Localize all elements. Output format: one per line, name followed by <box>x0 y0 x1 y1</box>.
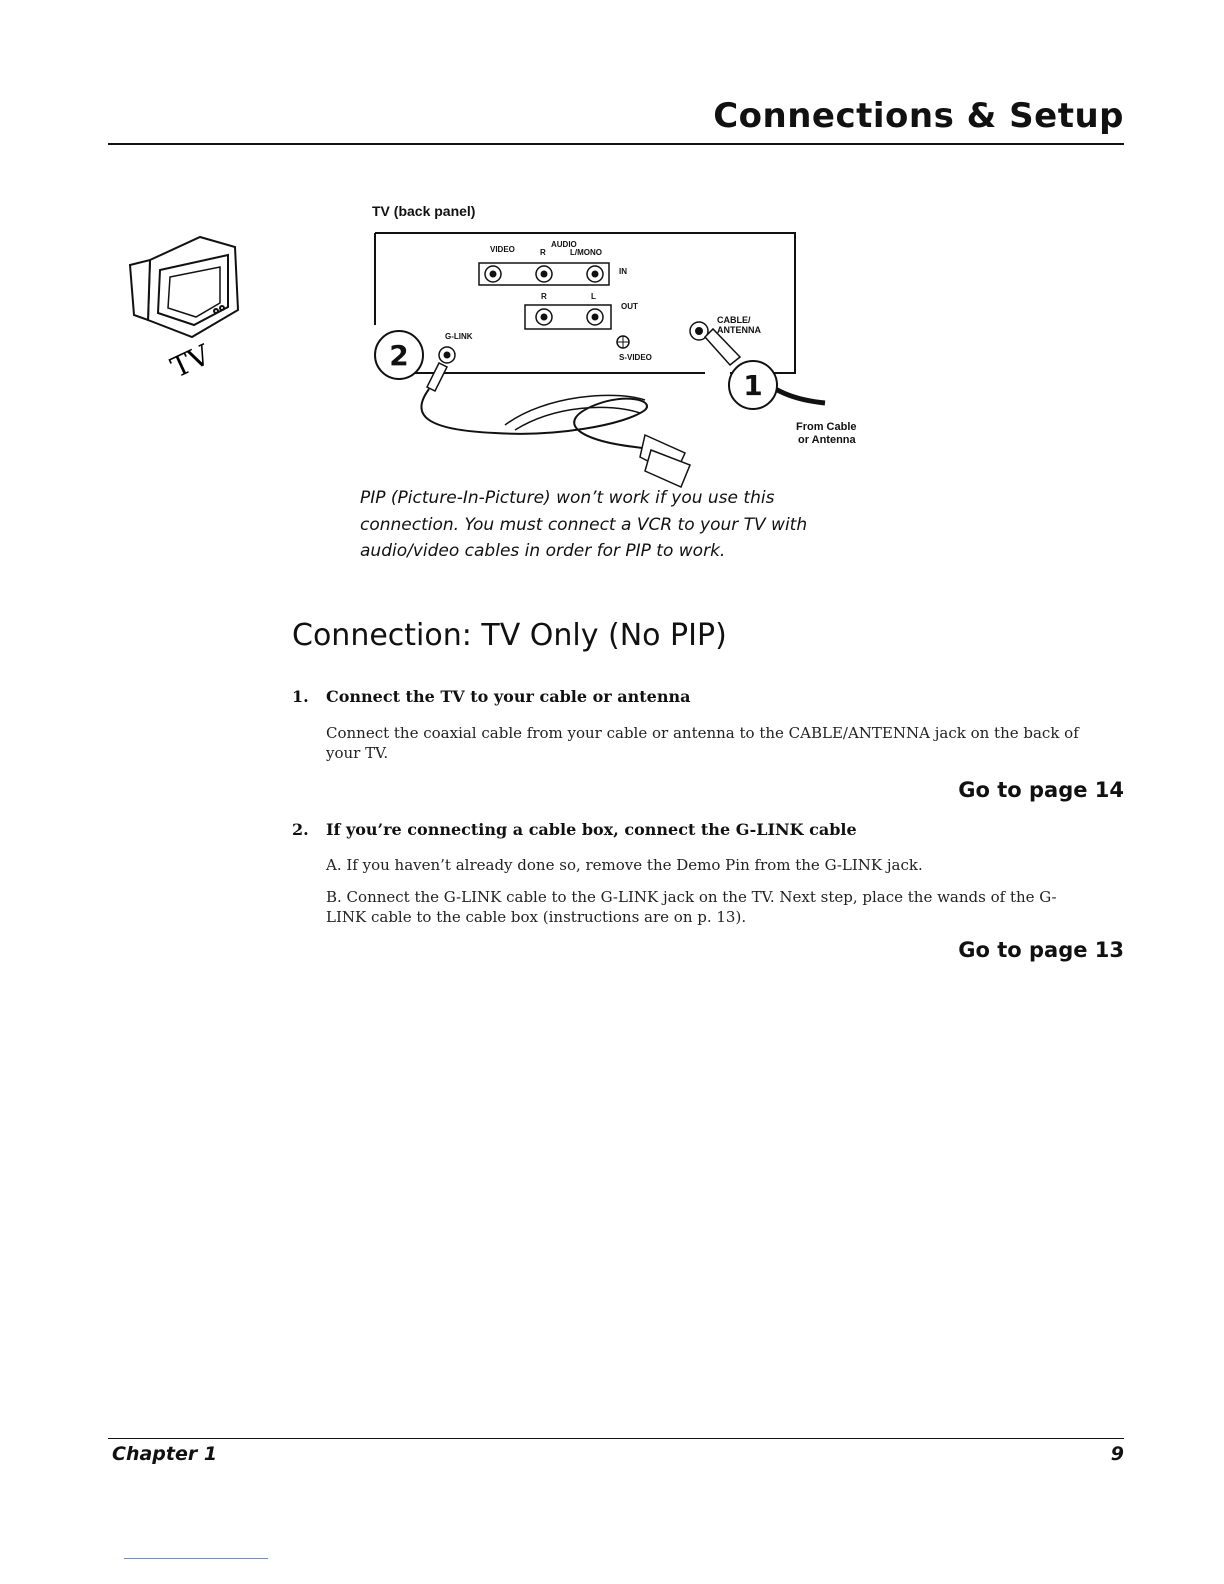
label-video: VIDEO <box>490 245 515 254</box>
pip-note: PIP (Picture-In-Picture) won’t work if you use this connection. You must connect a VCR to your TV with audio/video cables in order for PIP to work. <box>360 488 808 562</box>
header-divider <box>108 143 1124 145</box>
label-audio: AUDIO <box>551 240 577 249</box>
label-l-out: L <box>591 292 596 301</box>
jack-audio-l-out <box>587 309 603 325</box>
section-title: Connection: TV Only (No PIP) <box>292 618 727 653</box>
label-or-antenna: or Antenna <box>798 434 856 446</box>
jack-audio-r-out <box>536 309 552 325</box>
footer-chapter: Chapter 1 <box>112 1443 218 1465</box>
step-2-goto: Go to page 13 <box>958 938 1124 962</box>
callout-1-label: 1 <box>743 369 763 402</box>
step-1-heading: Connect the TV to your cable or antenna <box>326 687 691 706</box>
step-2-item-a: A. If you haven’t already done so, remove the Demo Pin from the G-LINK jack. <box>326 856 923 874</box>
jack-audio-l-in <box>587 266 603 282</box>
tv-icon-label: TV <box>165 338 215 385</box>
bottom-edge-mark <box>124 1558 268 1559</box>
label-r: R <box>540 248 546 257</box>
callout-2-label: 2 <box>389 339 409 372</box>
jack-g-link <box>439 347 455 363</box>
page-header-title: Connections & Setup <box>713 96 1124 136</box>
jack-audio-r-in <box>536 266 552 282</box>
label-s-video: S-VIDEO <box>619 353 652 362</box>
label-in: IN <box>619 267 627 276</box>
label-l-mono: L/MONO <box>570 248 602 257</box>
jack-video-in <box>485 266 501 282</box>
step-1-body: Connect the coaxial cable from your cable or antenna to the CABLE/ANTENNA jack on the back of your TV. <box>326 724 1079 763</box>
footer-divider <box>108 1438 1124 1439</box>
tv-back-panel-diagram <box>355 225 865 490</box>
label-from-cable: From Cable <box>796 421 857 433</box>
step-2-heading: If you’re connecting a cable box, connect the G-LINK cable <box>326 820 857 839</box>
jack-s-video <box>617 336 629 348</box>
callout-2 <box>375 331 423 379</box>
callout-1 <box>729 361 777 409</box>
label-g-link: G-LINK <box>445 332 473 341</box>
label-cable: CABLE/ <box>717 315 751 325</box>
step-2-item-b: B. Connect the G-LINK cable to the G-LINK jack on the TV. Next step, place the wands of the G-LINK cable to the cable box (instructions are on p. 13). <box>326 888 1057 927</box>
tv-icon <box>120 225 260 385</box>
g-link-cable <box>421 389 676 465</box>
footer-page-number: 9 <box>1110 1443 1124 1465</box>
label-r-out: R <box>541 292 547 301</box>
step-1-goto: Go to page 14 <box>958 778 1124 802</box>
step-1-number: 1. <box>292 687 309 706</box>
g-link-plug <box>427 363 447 391</box>
label-antenna: ANTENNA <box>717 325 761 335</box>
step-2-number: 2. <box>292 820 309 839</box>
label-out: OUT <box>621 302 638 311</box>
figure-caption: TV (back panel) <box>372 203 476 219</box>
